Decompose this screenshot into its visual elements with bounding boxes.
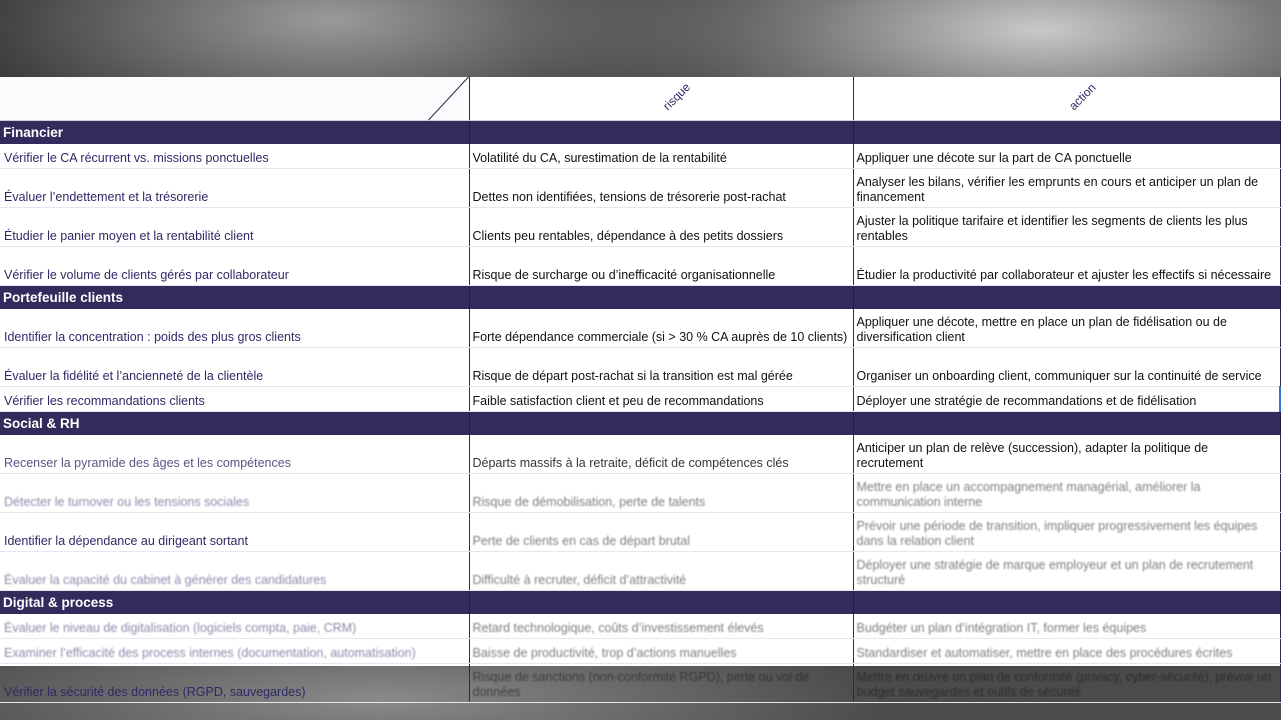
- criteria-cell: Vérifier la sécurité des données (RGPD, sauvegardes): [0, 664, 469, 703]
- criteria-cell: Évaluer le niveau de digitalisation (logiciels compta, paie, CRM): [0, 614, 469, 639]
- table-row: [0, 513, 1280, 552]
- action-cell: Ajuster la politique tarifaire et identifier les segments de clients les plus rentables: [853, 208, 1280, 247]
- header-action-cell: [853, 77, 1280, 121]
- table-row: [0, 169, 1280, 208]
- action-cell: Prévoir une période de transition, impliquer progressivement les équipes dans la relation client: [853, 513, 1280, 552]
- section-title: Portefeuille clients: [0, 286, 469, 310]
- criteria-cell: Identifier la concentration : poids des plus gros clients: [0, 309, 469, 348]
- risk-cell: Clients peu rentables, dépendance à des petits dossiers: [469, 208, 853, 247]
- section-row-portefeuille: [0, 286, 1280, 310]
- table-row: [0, 552, 1280, 591]
- criteria-cell: Détecter le turnover ou les tensions sociales: [0, 474, 469, 513]
- section-title: Digital & process: [0, 591, 469, 615]
- section-title: Social & RH: [0, 412, 469, 436]
- action-cell: Budgéter un plan d’intégration IT, former les équipes: [853, 614, 1280, 639]
- header-action-label: action: [1065, 80, 1099, 113]
- action-cell: Analyser les bilans, vérifier les emprunts en cours et anticiper un plan de financement: [853, 169, 1280, 208]
- section-row-financier: [0, 121, 1280, 145]
- criteria-cell: Vérifier le volume de clients gérés par collaborateur: [0, 247, 469, 286]
- header-criteria-cell: [0, 77, 469, 121]
- criteria-cell: Étudier le panier moyen et la rentabilité client: [0, 208, 469, 247]
- action-cell: Anticiper un plan de relève (succession), adapter la politique de recrutement: [853, 435, 1280, 474]
- action-cell: Déployer une stratégie de marque employeur et un plan de recrutement structuré: [853, 552, 1280, 591]
- risk-cell: Dettes non identifiées, tensions de trésorerie post-rachat: [469, 169, 853, 208]
- action-cell: Standardiser et automatiser, mettre en place des procédures écrites: [853, 639, 1280, 664]
- risk-cell: Risque de démobilisation, perte de talents: [469, 474, 853, 513]
- risk-cell: Difficulté à recruter, déficit d’attractivité: [469, 552, 853, 591]
- criteria-cell: Évaluer l’endettement et la trésorerie: [0, 169, 469, 208]
- risk-cell: Départs massifs à la retraite, déficit de compétences clés: [469, 435, 853, 474]
- action-cell: Mettre en œuvre un plan de conformité (privacy, cyber-sécurité), prévoir un budget sauvegardes et outils de sécurité: [853, 664, 1280, 703]
- section-title: Financier: [0, 121, 469, 145]
- table-row: [0, 435, 1280, 474]
- table-row: [0, 309, 1280, 348]
- section-row-social-rh: [0, 412, 1280, 436]
- table-row: [0, 614, 1280, 639]
- action-cell: Organiser un onboarding client, communiquer sur la continuité de service: [853, 348, 1280, 387]
- section-row-digital: [0, 591, 1280, 615]
- table-row: [0, 144, 1280, 169]
- table-row: [0, 208, 1280, 247]
- criteria-cell: Évaluer la fidélité et l’ancienneté de la clientèle: [0, 348, 469, 387]
- diagonal-line-icon: [0, 77, 469, 120]
- spreadsheet-table: [0, 77, 1280, 699]
- table-row: [0, 474, 1280, 513]
- risk-cell: Faible satisfaction client et peu de recommandations: [469, 387, 853, 412]
- table-row: [0, 639, 1280, 664]
- risk-cell: Volatilité du CA, surestimation de la rentabilité: [469, 144, 853, 169]
- risk-cell: Risque de sanctions (non-conformité RGPD), perte ou vol de données: [469, 664, 853, 703]
- risk-cell: Retard technologique, coûts d’investissement élevés: [469, 614, 853, 639]
- criteria-cell: Examiner l’efficacité des process internes (documentation, automatisation): [0, 639, 469, 664]
- risk-cell: Perte de clients en cas de départ brutal: [469, 513, 853, 552]
- risk-cell: Forte dépendance commerciale (si > 30 % CA auprès de 10 clients): [469, 309, 853, 348]
- action-cell: Appliquer une décote sur la part de CA ponctuelle: [853, 144, 1280, 169]
- risk-cell: Risque de départ post-rachat si la transition est mal gérée: [469, 348, 853, 387]
- table-row: [0, 387, 1280, 412]
- risk-action-table: [0, 77, 1281, 703]
- criteria-cell: Vérifier les recommandations clients: [0, 387, 469, 412]
- action-cell: Étudier la productivité par collaborateur et ajuster les effectifs si nécessaire: [853, 247, 1280, 286]
- table-row: [0, 247, 1280, 286]
- header-row: [0, 77, 1280, 121]
- action-cell: Déployer une stratégie de recommandations et de fidélisation: [853, 387, 1280, 412]
- risk-cell: Baisse de productivité, trop d’actions manuelles: [469, 639, 853, 664]
- action-cell: Mettre en place un accompagnement managérial, améliorer la communication interne: [853, 474, 1280, 513]
- table-row: [0, 664, 1280, 703]
- risk-cell: Risque de surcharge ou d’inefficacité organisationnelle: [469, 247, 853, 286]
- criteria-cell: Évaluer la capacité du cabinet à générer des candidatures: [0, 552, 469, 591]
- header-risk-label: risque: [659, 79, 693, 113]
- table-row: [0, 348, 1280, 387]
- header-risk-cell: [469, 77, 853, 121]
- criteria-cell: Recenser la pyramide des âges et les compétences: [0, 435, 469, 474]
- criteria-cell: Vérifier le CA récurrent vs. missions ponctuelles: [0, 144, 469, 169]
- criteria-cell: Identifier la dépendance au dirigeant sortant: [0, 513, 469, 552]
- action-cell: Appliquer une décote, mettre en place un plan de fidélisation ou de diversification client: [853, 309, 1280, 348]
